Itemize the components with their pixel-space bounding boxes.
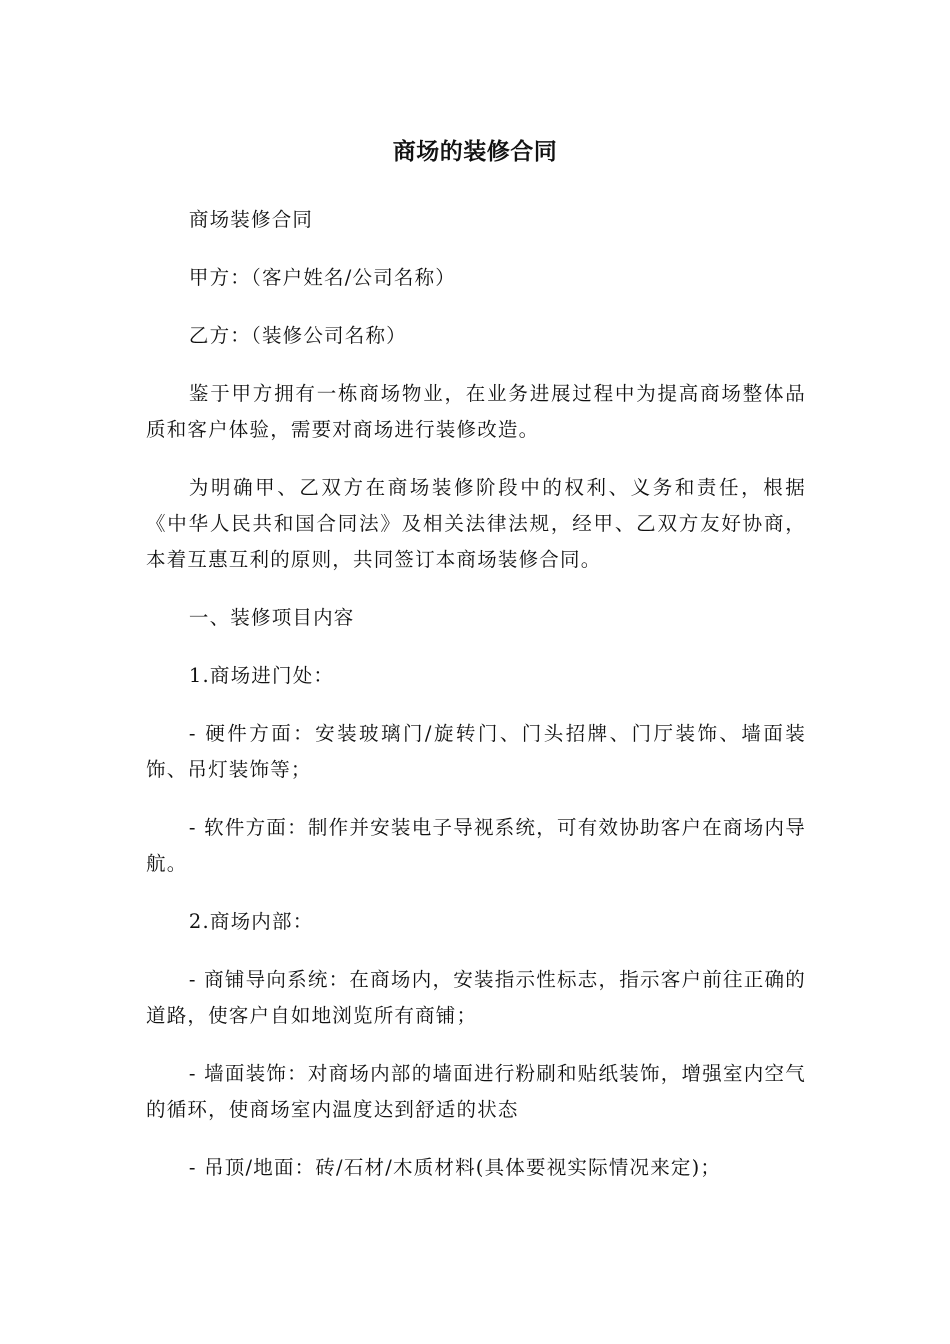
purpose-paragraph: 为明确甲、乙双方在商场装修阶段中的权利、义务和责任，根据《中华人民共和国合同法》及相关法律法规，经甲、乙双方友好协商，本着互惠互利的原则，共同签订本商场装修合同。 — [146, 476, 806, 571]
entrance-hardware-item: - 硬件方面：安装玻璃门/旋转门、门头招牌、门厅装饰、墙面装饰、吊灯装饰等； — [146, 722, 806, 781]
section-heading-decoration-items: 一、装修项目内容 — [188, 606, 355, 629]
item-entrance-heading: 1.商场进门处： — [188, 664, 335, 687]
party-b-line: 乙方：（装修公司名称） — [188, 324, 407, 347]
item-interior-heading: 2.商场内部： — [188, 910, 314, 933]
interior-ceiling-floor-item: - 吊顶/地面：砖/石材/木质材料(具体要视实际情况来定)； — [188, 1156, 722, 1179]
document-title: 商场的装修合同 — [392, 139, 558, 165]
background-paragraph: 鉴于甲方拥有一栋商场物业，在业务进展过程中为提高商场整体品质和客户体验，需要对商场进行装修改造。 — [146, 382, 806, 441]
interior-signage-item: - 商铺导向系统：在商场内，安装指示性标志，指示客户前往正确的道路，使客户自如地浏览所有商铺； — [146, 968, 806, 1027]
entrance-software-item: - 软件方面：制作并安装电子导视系统，可有效协助客户在商场内导航。 — [146, 816, 806, 875]
contract-heading: 商场装修合同 — [188, 208, 314, 231]
interior-wall-item: - 墙面装饰：对商场内部的墙面进行粉刷和贴纸装饰，增强室内空气的循环，使商场室内温度达到舒适的状态 — [146, 1062, 806, 1121]
party-a-line: 甲方：（客户姓名/公司名称） — [188, 266, 457, 289]
document-body — [146, 202, 806, 1208]
